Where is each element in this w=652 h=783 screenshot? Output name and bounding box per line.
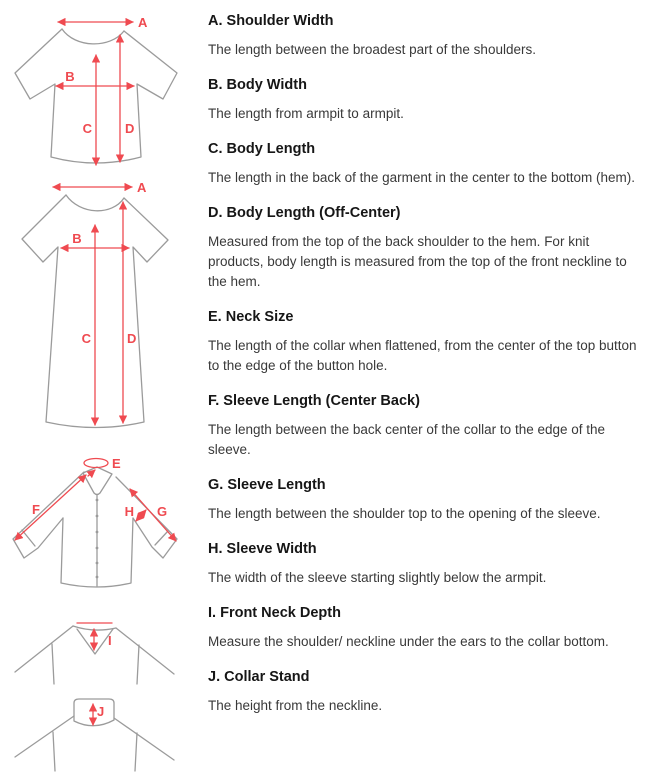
definition-title: A. Shoulder Width [208, 13, 334, 29]
dress-diagram [22, 180, 168, 428]
section-body-width [208, 76, 646, 124]
vneck-left-shoulder [15, 626, 73, 672]
shirt-right-cuff-seam [155, 531, 168, 545]
definition-title: J. Collar Stand [208, 669, 310, 685]
body-length-label: C [82, 121, 92, 136]
definition-title: B. Body Width [208, 77, 307, 93]
dress-body-length-label: C [81, 331, 91, 346]
definition-desc: The length from armpit to armpit. [208, 106, 404, 121]
shirt-left-sleeve [13, 472, 84, 558]
sleeve-width-arrow [136, 510, 146, 521]
shoulder-width-label: A [138, 15, 148, 30]
collar-stand-label: J [97, 704, 105, 719]
definition-desc: The height from the neckline. [208, 698, 383, 713]
dress-body-width-label: B [72, 231, 82, 246]
definition-title: F. Sleeve Length (Center Back) [208, 393, 420, 409]
v-neck-diagram [15, 623, 174, 684]
vneck-right-shoulder [116, 628, 174, 674]
sleeve-length-center-back-label: F [32, 502, 40, 517]
front-neck-depth-label: I [108, 633, 112, 648]
definition-desc: The length in the back of the garment in the center to the bottom (hem). [208, 170, 635, 185]
tshirt-diagram [15, 15, 177, 165]
definition-desc: Measure the shoulder/ neckline under the ears to the collar bottom. [208, 634, 609, 649]
sleeve-length-center-back-arrow [15, 475, 86, 540]
definition-title: I. Front Neck Depth [208, 605, 341, 621]
sleeve-length-label: G [157, 504, 168, 519]
definition-desc: The length between the shoulder top to the opening of the sleeve. [208, 506, 601, 521]
collar-left-seam [53, 732, 55, 771]
tshirt-neckline [62, 29, 124, 44]
definition-desc: The length of the collar when flattened, from the center of the top button to the edge of the button hole. [208, 338, 637, 373]
collar-right-shoulder [114, 718, 174, 760]
dress-shoulder-width-label: A [137, 180, 147, 195]
section-neck-size [208, 308, 646, 376]
neck-size-loop-arrow [84, 459, 108, 468]
sleeve-length-arrow [130, 489, 176, 541]
dress-body-length-offcenter-label: D [127, 331, 137, 346]
section-sleeve-length-center-back [208, 392, 646, 460]
definitions-column [208, 0, 646, 732]
collar-outline [74, 699, 114, 726]
section-collar-stand [208, 668, 646, 716]
collar-right-seam [135, 733, 137, 771]
definition-title: E. Neck Size [208, 309, 294, 325]
definition-desc: Measured from the top of the back shoulder to the hem. For knit products, body length is measured from the top of the front neckline to the hem. [208, 234, 627, 289]
collar-stand-diagram [15, 699, 174, 771]
button-shirt-diagram [13, 456, 177, 587]
section-front-neck-depth [208, 604, 646, 652]
neck-size-label: E [112, 456, 121, 471]
shirt-collar [83, 467, 112, 495]
vneck-right-seam [137, 645, 139, 684]
collar-left-shoulder [15, 716, 74, 757]
garment-measurement-diagrams [0, 0, 205, 783]
definition-title: H. Sleeve Width [208, 541, 317, 557]
definition-desc: The length between the back center of the collar to the edge of the sleeve. [208, 422, 606, 457]
definition-title: G. Sleeve Length [208, 477, 326, 493]
definition-desc: The width of the sleeve starting slightly below the armpit. [208, 570, 547, 585]
sleeve-width-label: H [124, 504, 134, 519]
section-body-length-off-center [208, 204, 646, 292]
section-body-length [208, 140, 646, 188]
body-length-offcenter-label: D [125, 121, 135, 136]
definition-title: D. Body Length (Off-Center) [208, 205, 401, 221]
section-shoulder-width [208, 12, 646, 60]
definition-title: C. Body Length [208, 141, 316, 157]
section-sleeve-length [208, 476, 646, 524]
section-sleeve-width [208, 540, 646, 588]
vneck-left-seam [52, 644, 54, 684]
body-width-label: B [65, 69, 75, 84]
diagram-column [0, 0, 205, 783]
definition-desc: The length between the broadest part of the shoulders. [208, 42, 536, 57]
dress-neckline [66, 195, 124, 211]
